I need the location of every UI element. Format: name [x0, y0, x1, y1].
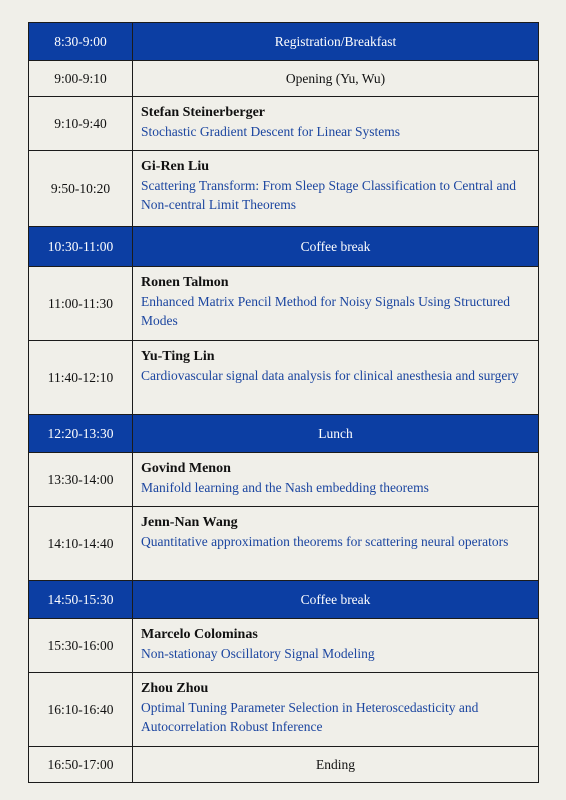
schedule-row-talk: [29, 341, 539, 415]
schedule-row-talk: [29, 97, 539, 151]
schedule-row-talk: [29, 151, 539, 227]
talk-title-link[interactable]: Scattering Transform: From Sleep Stage Classification to Central and Non-central Limit Theorems: [141, 178, 516, 212]
speaker-name: Marcelo Colominas: [141, 627, 258, 642]
talk-title-link[interactable]: Optimal Tuning Parameter Selection in Heteroscedasticity and Autocorrelation Robust Inference: [141, 700, 479, 734]
time-cell: 16:10-16:40: [29, 673, 133, 747]
talk-title-link[interactable]: Quantitative approximation theorems for scattering neural operators: [141, 534, 509, 549]
schedule-table: [28, 22, 539, 783]
speaker-name: Gi-Ren Liu: [141, 159, 210, 174]
talk-title-link[interactable]: Manifold learning and the Nash embedding theorems: [141, 480, 429, 495]
time-cell: 9:00-9:10: [29, 61, 133, 97]
schedule-row-lunch: [29, 415, 539, 453]
talk-cell: [133, 341, 539, 415]
schedule-row-talk: [29, 453, 539, 507]
talk-cell: [133, 619, 539, 673]
schedule-row-talk: [29, 619, 539, 673]
time-cell: 10:30-11:00: [29, 227, 133, 267]
event-label: Lunch: [133, 415, 539, 453]
speaker-name: Stefan Steinerberger: [141, 105, 266, 120]
talk-cell: [133, 151, 539, 227]
schedule-row-coffee-break: [29, 581, 539, 619]
time-cell: 14:50-15:30: [29, 581, 133, 619]
talk-cell: [133, 267, 539, 341]
schedule-row-talk: [29, 507, 539, 581]
talk-cell: [133, 97, 539, 151]
time-cell: 9:50-10:20: [29, 151, 133, 227]
event-label: Opening (Yu, Wu): [133, 61, 539, 97]
speaker-name: Yu-Ting Lin: [141, 349, 215, 364]
speaker-name: Ronen Talmon: [141, 275, 229, 290]
speaker-name: Jenn-Nan Wang: [141, 515, 238, 530]
speaker-name: Zhou Zhou: [141, 681, 209, 696]
event-label: Registration/Breakfast: [133, 23, 539, 61]
talk-cell: [133, 453, 539, 507]
talk-cell: [133, 673, 539, 747]
schedule-row-opening: [29, 61, 539, 97]
time-cell: 11:00-11:30: [29, 267, 133, 341]
schedule-row-registration: [29, 23, 539, 61]
time-cell: 14:10-14:40: [29, 507, 133, 581]
speaker-name: Govind Menon: [141, 461, 231, 476]
time-cell: 15:30-16:00: [29, 619, 133, 673]
time-cell: 9:10-9:40: [29, 97, 133, 151]
time-cell: 12:20-13:30: [29, 415, 133, 453]
time-cell: 8:30-9:00: [29, 23, 133, 61]
time-cell: 16:50-17:00: [29, 747, 133, 783]
talk-title-link[interactable]: Stochastic Gradient Descent for Linear Systems: [141, 124, 401, 139]
talk-title-link[interactable]: Cardiovascular signal data analysis for clinical anesthesia and surgery: [141, 368, 519, 383]
event-label: Coffee break: [133, 227, 539, 267]
time-cell: 13:30-14:00: [29, 453, 133, 507]
event-label: Ending: [133, 747, 539, 783]
schedule-row-talk: [29, 673, 539, 747]
event-label: Coffee break: [133, 581, 539, 619]
time-cell: 11:40-12:10: [29, 341, 133, 415]
schedule-row-talk: [29, 267, 539, 341]
talk-title-link[interactable]: Enhanced Matrix Pencil Method for Noisy Signals Using Structured Modes: [141, 294, 510, 328]
talk-cell: [133, 507, 539, 581]
schedule-row-coffee-break: [29, 227, 539, 267]
schedule-row-ending: [29, 747, 539, 783]
talk-title-link[interactable]: Non-stationay Oscillatory Signal Modeling: [141, 646, 375, 661]
